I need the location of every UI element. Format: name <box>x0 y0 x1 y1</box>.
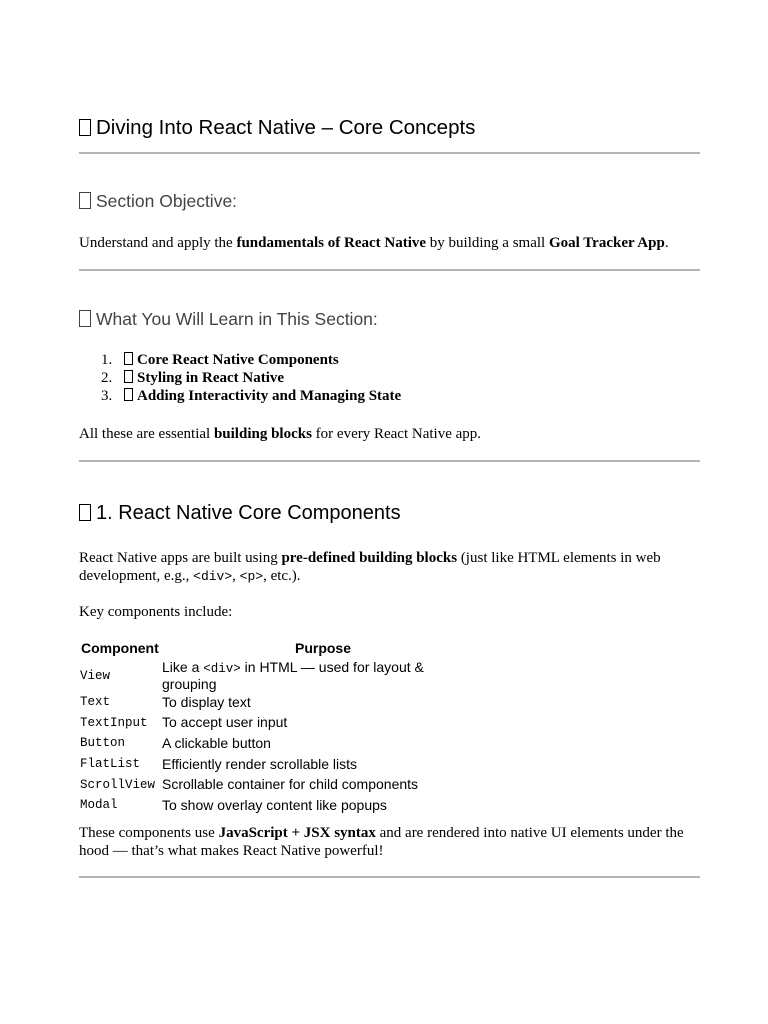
intro-code-div: <div> <box>193 569 233 584</box>
component-purpose <box>162 774 482 795</box>
table-row <box>79 774 482 795</box>
component-name: ScrollView <box>80 777 156 792</box>
list-item <box>79 387 700 405</box>
core-emoji-icon <box>79 504 91 521</box>
summary-text: for every React Native app. <box>311 426 482 442</box>
purpose-text: Scrollable container for child components <box>162 776 419 793</box>
objective-bold-app-name: Goal Tracker App <box>548 235 665 251</box>
intro-bold: pre-defined building blocks <box>281 550 458 566</box>
divider <box>79 152 700 154</box>
learn-heading-text: What You Will Learn in This Section: <box>96 309 378 329</box>
objective-text: Understand and apply the <box>79 235 237 251</box>
table-row <box>79 713 482 734</box>
purpose-text: To display text <box>162 693 251 710</box>
summary-text: All these are essential <box>79 426 214 442</box>
purpose-text: in HTML — used for layout & grouping <box>162 659 424 692</box>
learn-heading <box>79 309 378 330</box>
column-header-component: Component <box>81 640 159 656</box>
intro-text: (just like HTML elements in web development, e.g., <box>79 550 661 584</box>
components-table <box>79 639 482 816</box>
objective-emoji-icon <box>79 192 91 209</box>
column-header-purpose: Purpose <box>294 640 351 656</box>
list-item-emoji-icon <box>124 370 133 383</box>
list-item-number: 2. <box>101 370 113 386</box>
component-purpose <box>162 659 482 692</box>
table-header-row <box>79 639 482 659</box>
list-item-label: Adding Interactivity and Managing State <box>137 388 402 404</box>
component-name: FlatList <box>80 757 141 772</box>
purpose-text: Efficiently render scrollable lists <box>162 755 358 772</box>
purpose-text: A clickable button <box>162 734 271 751</box>
objective-bold-fundamentals: fundamentals of React Native <box>236 235 427 251</box>
component-name: Modal <box>80 798 118 813</box>
table-row <box>79 733 482 754</box>
component-purpose <box>162 713 482 734</box>
purpose-code: <div> <box>203 662 241 676</box>
list-item-number: 3. <box>101 388 113 404</box>
component-purpose <box>162 733 482 754</box>
objective-heading-text: Section Objective: <box>96 191 238 211</box>
summary-bold: building blocks <box>213 426 312 442</box>
intro-text: React Native apps are built using <box>79 550 282 566</box>
divider <box>79 269 700 271</box>
core-components-heading <box>79 502 401 525</box>
page-title-text: Diving Into React Native – Core Concepts <box>96 116 476 139</box>
component-name: TextInput <box>80 715 148 730</box>
learn-emoji-icon <box>79 310 91 327</box>
component-purpose <box>162 692 482 713</box>
list-item-emoji-icon <box>124 352 133 365</box>
key-components-label: Key components include: <box>79 604 233 620</box>
learn-summary <box>79 425 700 443</box>
intro-text: , <box>232 568 240 584</box>
objective-paragraph <box>79 234 700 252</box>
title-emoji-icon <box>79 119 91 136</box>
list-item-label: Styling in React Native <box>137 370 285 386</box>
list-item-emoji-icon <box>124 388 133 401</box>
objective-text: by building a small <box>426 235 549 251</box>
objective-heading <box>79 191 237 212</box>
list-item <box>79 369 700 387</box>
component-purpose <box>162 795 482 816</box>
table-row <box>79 795 482 816</box>
core-intro-paragraph <box>79 549 700 586</box>
component-name: View <box>80 668 111 683</box>
purpose-text: To accept user input <box>162 714 288 731</box>
intro-code-p: <p> <box>239 569 264 584</box>
page-title <box>79 116 475 140</box>
divider <box>79 460 700 462</box>
intro-text: , etc.). <box>263 568 301 584</box>
closing-paragraph <box>79 824 700 860</box>
closing-text: and are rendered into native UI elements under the hood — that’s what makes React Native powerful! <box>79 825 684 859</box>
list-item-number: 1. <box>101 352 113 368</box>
core-heading-text: 1. React Native Core Components <box>96 502 401 524</box>
purpose-text: Like a <box>162 659 204 675</box>
purpose-text: To show overlay content like popups <box>162 796 387 813</box>
learn-list <box>79 351 700 405</box>
closing-text: These components use <box>79 825 219 841</box>
table-row <box>79 692 482 713</box>
closing-bold: JavaScript + JSX syntax <box>218 825 376 841</box>
list-item <box>79 351 700 369</box>
objective-text: . <box>664 235 669 251</box>
divider <box>79 876 700 878</box>
component-purpose <box>162 754 482 775</box>
table-row <box>79 754 482 775</box>
list-item-label: Core React Native Components <box>137 352 339 368</box>
component-name: Text <box>80 695 111 710</box>
component-name: Button <box>80 736 126 751</box>
table-row <box>79 659 482 692</box>
